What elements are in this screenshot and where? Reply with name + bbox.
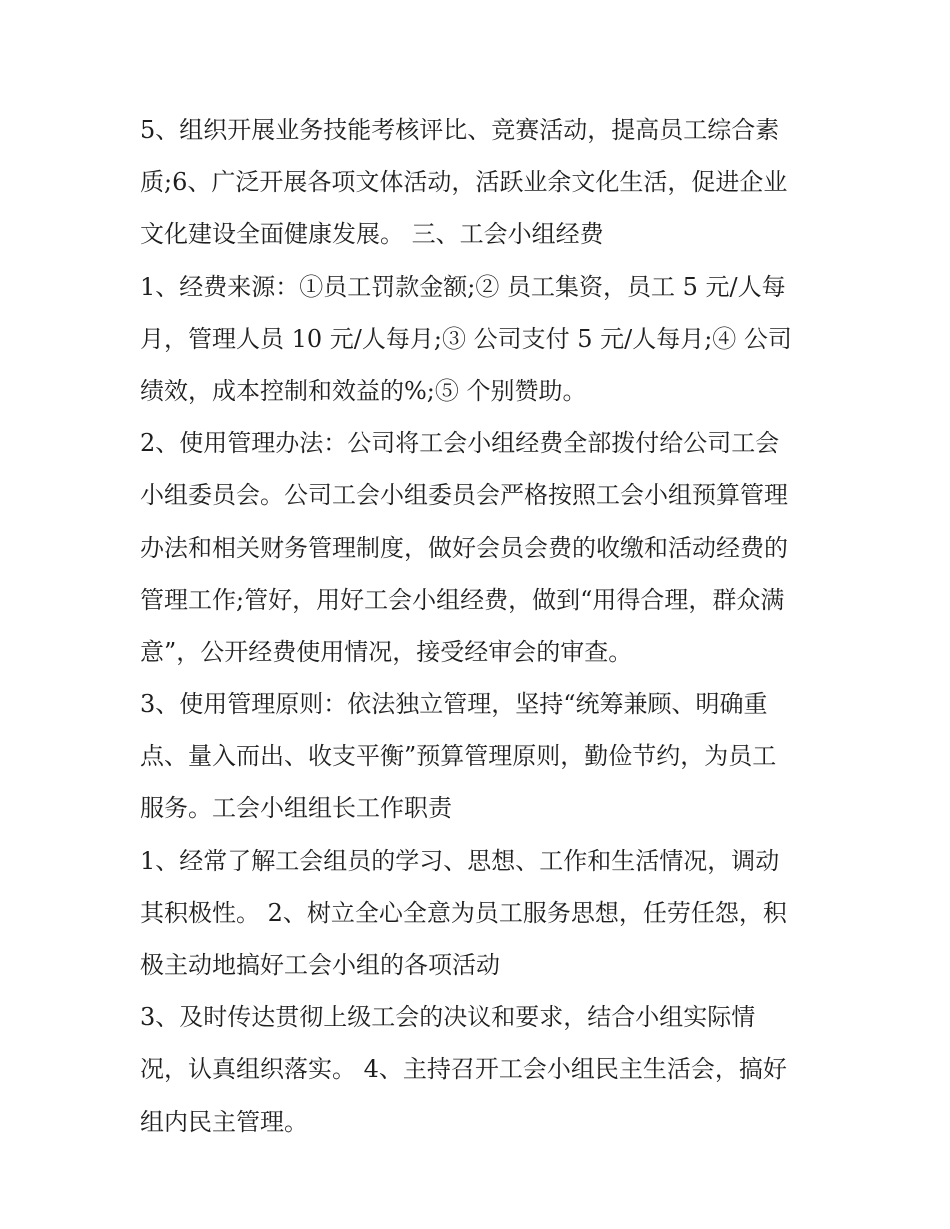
text-line: 绩效，成本控制和效益的%;⑤ 个别赞助。 <box>140 376 587 405</box>
text-line: 小组委员会。公司工会小组委员会严格按照工会小组预算管理 <box>140 481 788 510</box>
text-line: 质;6、广泛开展各项文体活动，活跃业余文化生活，促进企业 <box>140 168 788 197</box>
text-line: 办法和相关财务管理制度，做好会员会费的收缴和活动经费的 <box>140 533 788 562</box>
text-line: 2、使用管理办法：公司将工会小组经费全部拨付给公司工会 <box>140 429 780 458</box>
text-line: 组内民主管理。 <box>140 1107 308 1136</box>
text-line: 况，认真组织落实。 4、主持召开工会小组民主生活会，搞好 <box>140 1055 787 1084</box>
text-line: 管理工作;管好，用好工会小组经费，做到“用得合理，群众满 <box>140 585 785 614</box>
text-line: 文化建设全面健康发展。 三、工会小组经费 <box>140 220 604 249</box>
text-line: 意”，公开经费使用情况，接受经审会的审查。 <box>140 637 633 666</box>
text-line: 服务。工会小组组长工作职责 <box>140 794 452 823</box>
text-line: 5、组织开展业务技能考核评比、竞赛活动，提高员工综合素 <box>140 116 780 144</box>
text-line: 其积极性。 2、树立全心全意为员工服务思想，任劳任怨，积 <box>140 898 787 927</box>
text-line: 点、量入而出、收支平衡”预算管理原则，勤俭节约，为员工 <box>140 742 777 771</box>
document-body <box>140 104 830 1148</box>
text-line: 3、及时传达贯彻上级工会的决议和要求，结合小组实际情 <box>140 1003 756 1032</box>
text-line: 月，管理人员 10 元/人每月;③ 公司支付 5 元/人每月;④ 公司 <box>140 324 792 353</box>
text-line: 1、经常了解工会组员的学习、思想、工作和生活情况，调动 <box>140 846 780 875</box>
text-line: 3、使用管理原则：依法独立管理，坚持“统筹兼顾、明确重 <box>140 690 768 719</box>
text-line: 极主动地搞好工会小组的各项活动 <box>140 951 500 979</box>
text-line: 1、经费来源：①员工罚款金额;② 员工集资，员工 5 元/人每 <box>140 272 786 301</box>
